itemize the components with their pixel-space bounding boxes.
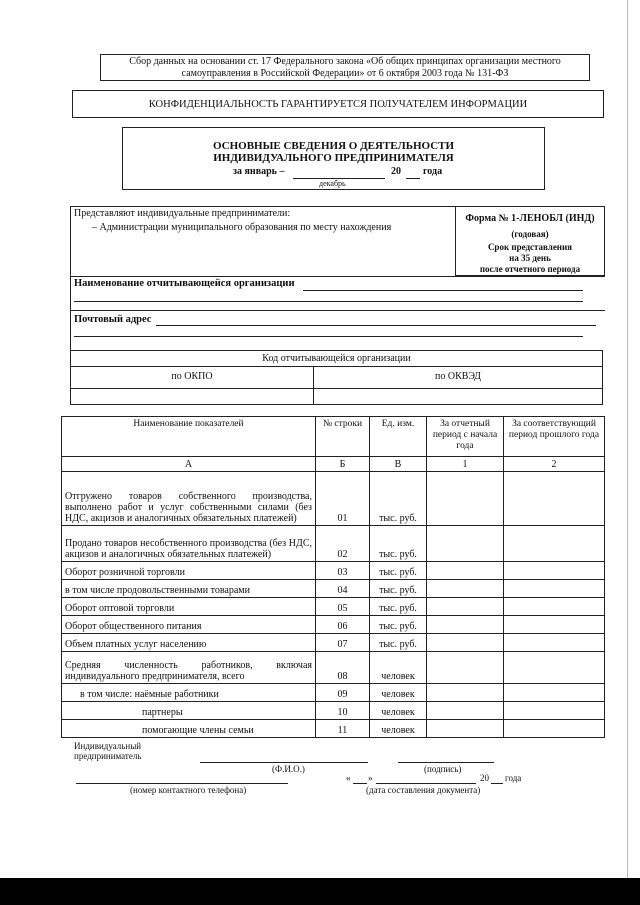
row-current-cell[interactable] (427, 702, 504, 720)
letter-name: А (62, 457, 316, 472)
date-open-quote: « (346, 773, 351, 783)
letter-current: 1 (427, 457, 504, 472)
postal-field[interactable] (156, 325, 596, 326)
table-row (62, 634, 605, 652)
deadline-value: на 35 день (509, 253, 551, 263)
table-row (62, 702, 605, 720)
row-current-cell[interactable] (427, 598, 504, 616)
row-unit: человек (370, 720, 427, 738)
row-name: помогающие члены семьи (62, 720, 316, 738)
row-name: Средняя численность работников, включая индивидуального предпринимателя, всего (62, 652, 316, 684)
form-number: Форма № 1-ЛЕНОБЛ (ИНД) (465, 213, 595, 224)
row-number: 06 (316, 616, 370, 634)
row-name: Продано товаров несобственного производства (без НДС, акцизов и аналогичных обязательных платежей) (62, 526, 316, 562)
header-divider-1 (70, 276, 605, 277)
row-name: в том числе: наёмные работники (62, 684, 316, 702)
date-close-quote: » (368, 773, 373, 783)
phone-field[interactable] (76, 783, 288, 784)
codes-heading: Код отчитывающейся организации (262, 353, 411, 364)
postal-label: Почтовый адрес (74, 314, 152, 325)
fio-field[interactable] (200, 762, 368, 763)
row-unit: тыс. руб. (370, 472, 427, 526)
row-previous-cell[interactable] (504, 562, 605, 580)
row-current-cell[interactable] (427, 616, 504, 634)
okved-value-cell[interactable] (314, 389, 602, 404)
date-year-suffix: года (505, 773, 522, 783)
row-number: 07 (316, 634, 370, 652)
okpo-value-cell[interactable] (71, 389, 313, 404)
signature-field[interactable] (398, 762, 494, 763)
submitters-heading: Представляют индивидуальные предприниматели: (74, 208, 291, 219)
row-previous-cell[interactable] (504, 472, 605, 526)
legal-basis-line1: Сбор данных на основании ст. 17 Федерального закона «Об общих принципах организации местного (129, 56, 561, 67)
row-current-cell[interactable] (427, 580, 504, 598)
year-suffix: года (423, 166, 443, 177)
confidentiality-box (72, 90, 604, 118)
table-row (62, 720, 605, 738)
letter-row-no: Б (316, 457, 370, 472)
table-row (62, 562, 605, 580)
row-unit: тыс. руб. (370, 526, 427, 562)
row-number: 03 (316, 562, 370, 580)
deadline-after: после отчетного периода (479, 264, 581, 274)
row-name: в том числе продовольственными товарами (62, 580, 316, 598)
row-previous-cell[interactable] (504, 702, 605, 720)
fio-caption: (Ф.И.О.) (272, 764, 305, 774)
indicators-table (61, 416, 605, 738)
phone-caption: (номер контактного телефона) (130, 785, 247, 795)
row-current-cell[interactable] (427, 684, 504, 702)
row-name: Оборот общественного питания (62, 616, 316, 634)
table-row (62, 616, 605, 634)
row-unit: человек (370, 702, 427, 720)
header-unit: Ед. изм. (370, 417, 427, 457)
org-name-label: Наименование отчитывающейся организации (74, 278, 295, 289)
scan-bottom-border (0, 878, 640, 905)
row-previous-cell[interactable] (504, 580, 605, 598)
table-letters-row (62, 457, 605, 472)
signature-role-line2: предприниматель (74, 751, 142, 761)
confidentiality-text: КОНФИДЕНЦИАЛЬНОСТЬ ГАРАНТИРУЕТСЯ ПОЛУЧАТЕЛЕМ ИНФОРМАЦИИ (148, 99, 528, 110)
row-number: 01 (316, 472, 370, 526)
row-number: 08 (316, 652, 370, 684)
title-box (122, 127, 545, 190)
row-previous-cell[interactable] (504, 598, 605, 616)
row-current-cell[interactable] (427, 526, 504, 562)
form-annual: (годовая) (511, 229, 549, 239)
table-row (62, 652, 605, 684)
header-current: За отчетный период с начала года (427, 417, 504, 457)
table-row (62, 526, 605, 562)
row-number: 02 (316, 526, 370, 562)
codes-header-box (70, 350, 603, 367)
org-name-field-2[interactable] (74, 301, 583, 302)
signature-caption: (подпись) (424, 764, 462, 774)
date-day-field[interactable] (353, 783, 367, 784)
row-unit: человек (370, 684, 427, 702)
row-number: 05 (316, 598, 370, 616)
header-name: Наименование показателей (62, 417, 316, 457)
row-name: партнеры (62, 702, 316, 720)
row-unit: человек (370, 652, 427, 684)
header-previous: За соответствующий период прошлого года (504, 417, 605, 457)
row-number: 10 (316, 702, 370, 720)
row-previous-cell[interactable] (504, 634, 605, 652)
codes-grid (70, 366, 603, 405)
title-line2: ИНДИВИДУАЛЬНОГО ПРЕДПРИНИМАТЕЛЯ (213, 152, 454, 164)
row-name: Оборот оптовой торговли (62, 598, 316, 616)
org-name-field[interactable] (303, 290, 583, 291)
row-previous-cell[interactable] (504, 616, 605, 634)
row-name: Оборот розничной торговли (62, 562, 316, 580)
row-current-cell[interactable] (427, 562, 504, 580)
row-number: 04 (316, 580, 370, 598)
date-month-field[interactable] (376, 783, 476, 784)
row-current-cell[interactable] (427, 720, 504, 738)
year-blank (406, 178, 420, 179)
period-hint: декабрь (319, 179, 346, 188)
header-row-no: № строки (316, 417, 370, 457)
row-previous-cell[interactable] (504, 652, 605, 684)
form-info-box (455, 206, 605, 276)
header-divider-2 (70, 310, 605, 311)
row-number: 09 (316, 684, 370, 702)
legal-basis-line2: самоуправления в Российской Федерации» от 6 октября 2003 года № 131-ФЗ (181, 68, 509, 79)
row-unit: тыс. руб. (370, 580, 427, 598)
row-current-cell[interactable] (427, 652, 504, 684)
postal-field-2[interactable] (74, 336, 583, 337)
row-current-cell[interactable] (427, 472, 504, 526)
row-previous-cell[interactable] (504, 720, 605, 738)
date-year-prefix: 20 (480, 773, 489, 783)
row-previous-cell[interactable] (504, 684, 605, 702)
legal-basis-box (100, 54, 590, 81)
row-number: 11 (316, 720, 370, 738)
okved-label: по ОКВЭД (435, 371, 481, 382)
date-caption: (дата составления документа) (366, 785, 481, 795)
row-previous-cell[interactable] (504, 526, 605, 562)
row-unit: тыс. руб. (370, 634, 427, 652)
period-prefix: за январь – (233, 166, 285, 177)
scan-edge (627, 0, 628, 878)
table-row (62, 598, 605, 616)
letter-unit: В (370, 457, 427, 472)
submitters-item: – Администрации муниципального образования по месту нахождения (92, 222, 392, 233)
table-row (62, 580, 605, 598)
signature-role-line1: Индивидуальный (74, 741, 142, 751)
okpo-label: по ОКПО (171, 371, 213, 382)
table-header-row (62, 417, 605, 457)
table-row (62, 684, 605, 702)
letter-previous: 2 (504, 457, 605, 472)
row-name: Объем платных услуг населению (62, 634, 316, 652)
table-row (62, 472, 605, 526)
row-current-cell[interactable] (427, 634, 504, 652)
year-prefix: 20 (391, 166, 401, 177)
row-unit: тыс. руб. (370, 562, 427, 580)
row-unit: тыс. руб. (370, 598, 427, 616)
row-unit: тыс. руб. (370, 616, 427, 634)
deadline-label: Срок представления (487, 242, 573, 252)
date-year-field[interactable] (491, 783, 503, 784)
title-line1: ОСНОВНЫЕ СВЕДЕНИЯ О ДЕЯТЕЛЬНОСТИ (212, 140, 455, 152)
row-name: Отгружено товаров собственного производства, выполнено работ и услуг собственными силами (без НДС, акцизов и аналогичных обязательных платежей) (62, 472, 316, 526)
